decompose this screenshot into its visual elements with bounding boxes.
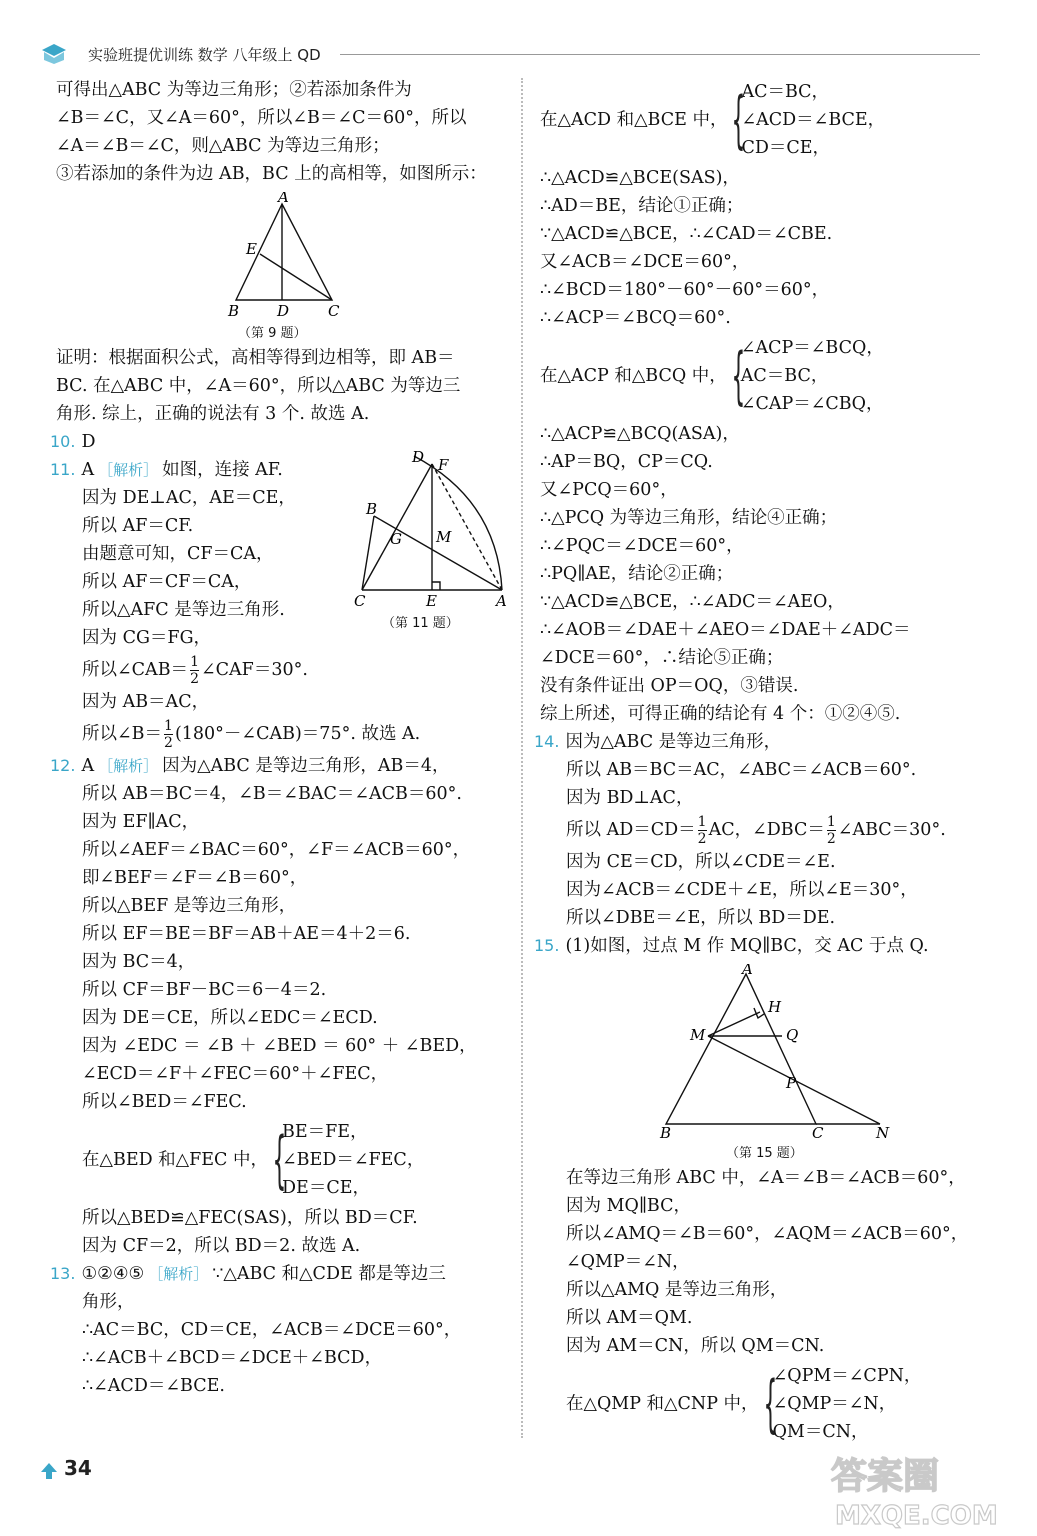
equation-system [56, 1118, 506, 1202]
system-line: QM＝CN， [772, 1422, 869, 1442]
text-line: ③若添加的条件为边 AB，BC 上的高相等，如图所示： [56, 164, 487, 184]
fraction [698, 814, 707, 847]
question-number: 15. [534, 936, 560, 955]
question-number: 12. [50, 756, 76, 775]
fraction-numerator: 1 [826, 814, 836, 830]
fig9-label: A [278, 192, 289, 206]
fig11-label: A [496, 592, 507, 610]
text-line: 可得出△ABC 为等边三角形；②若添加条件为 [56, 80, 412, 100]
fig15-label: C [812, 1124, 824, 1140]
text-fragment: (180°－∠CAB)＝75°. 故选 A. [174, 724, 421, 744]
figure-11-diagram [352, 450, 512, 610]
text-line: 所以△AMQ 是等边三角形， [566, 1280, 788, 1300]
text-line: 因为 DE＝CE，所以∠EDC＝∠ECD. [82, 1008, 378, 1028]
text-line: 因为 AB＝AC， [82, 692, 210, 712]
system-line: CD＝CE， [741, 138, 831, 158]
text-fragment: 所以 AD＝CD＝ [566, 820, 696, 840]
text-line: 综上所述，可得正确的结论有 4 个：①②④⑤. [540, 704, 901, 724]
text-line: ∴AD＝BE，结论①正确； [540, 196, 744, 216]
page-arrow-icon [40, 1462, 58, 1480]
text-line: 所以 AB＝BC＝AC，∠ABC＝∠ACB＝60°. [566, 760, 917, 780]
fraction [190, 654, 199, 687]
question-12 [50, 752, 506, 1260]
text-line: 因为 ∠EDC ＝ ∠B ＋ ∠BED ＝ 60° ＋ ∠BED， [82, 1036, 477, 1056]
question-14 [534, 728, 990, 932]
text-line: ∴AC＝BC，CD＝CE，∠ACB＝∠DCE＝60°， [82, 1320, 462, 1340]
text-line: 所以 CF＝BF－BC＝6－4＝2. [82, 980, 327, 1000]
column-divider [521, 78, 523, 1438]
text-line: 因为 CE＝CD，所以∠CDE＝∠E. [566, 852, 836, 872]
text-line: ∴∠ACB＋∠BCD＝∠DCE＋∠BCD， [82, 1348, 383, 1368]
system-line: ∠ACD＝∠BCE， [741, 110, 886, 130]
answer: ①②④⑤ [81, 1264, 145, 1284]
analysis-tag: ［解析］ [148, 1265, 209, 1283]
equation-system [540, 334, 990, 418]
question-15 [534, 932, 990, 1446]
text-line: 即∠BEF＝∠F＝∠B＝60°， [82, 868, 308, 888]
question-number: 13. [50, 1264, 76, 1283]
text-line: 证明：根据面积公式，高相等得到边相等，即 AB＝ [56, 348, 455, 368]
page-header [40, 40, 980, 70]
text-line: 因为∠ACB＝∠CDE＋∠E，所以∠E＝30°， [566, 880, 918, 900]
text-line: ∴∠ACP＝∠BCQ＝60°. [540, 308, 731, 328]
text-line: 因为 CF＝2，所以 BD＝2. 故选 A. [82, 1236, 361, 1256]
brace-icon: { [732, 83, 746, 156]
brace-icon: { [731, 339, 746, 412]
brace-icon: { [763, 1367, 777, 1440]
fraction-denominator: 2 [697, 831, 707, 847]
system-line: ∠BED＝∠FEC， [282, 1150, 425, 1170]
text-line: 所以∠AEF＝∠BAC＝60°，∠F＝∠ACB＝60°， [82, 840, 471, 860]
figure-11-caption: （第 11 题） [382, 616, 459, 631]
text-line: 因为 EF∥AC， [82, 812, 200, 832]
fig11-label: F [438, 456, 449, 474]
figure-9-caption: （第 9 题） [238, 326, 307, 341]
fig9-label: C [328, 302, 340, 320]
system-lead: 在△ACD 和△BCE 中， [540, 110, 728, 130]
text-line: 因为 MQ∥BC， [566, 1196, 691, 1216]
watermark-logo [825, 1448, 1015, 1532]
text-line: ∴AP＝BQ，CP＝CQ. [540, 452, 713, 472]
header-rule [340, 54, 980, 55]
text-line: ∴∠AOB＝∠DAE＋∠AEO＝∠DAE＋∠ADC＝ [540, 620, 911, 640]
fig11-label: D [412, 450, 425, 466]
text-line: 所以 AM＝QM. [566, 1308, 693, 1328]
text-line: ∴PQ∥AE，结论②正确； [540, 564, 734, 584]
text-line: 因为 BD⊥AC， [566, 788, 694, 808]
text-line: ∵△ACD≌△BCE，∴∠ADC＝∠AEO， [540, 592, 845, 612]
fraction-numerator: 1 [190, 654, 199, 670]
text-line [540, 812, 990, 848]
text-line: 如图，连接 AF. [162, 460, 283, 480]
system-lead: 在△BED 和△FEC 中， [82, 1150, 269, 1170]
text-line: 在等边三角形 ABC 中，∠A＝∠B＝∠ACB＝60°， [566, 1168, 966, 1188]
text-line: 所以 AF＝CF. [82, 516, 194, 536]
fig9-label: D [277, 302, 290, 320]
text-line: (1)如图，过点 M 作 MQ∥BC，交 AC 于点 Q. [565, 936, 929, 956]
text-line: ∵△ABC 和△CDE 都是等边三 [212, 1264, 446, 1284]
equation-system [540, 78, 990, 162]
fig15-label: Q [786, 1026, 799, 1044]
text-line: ∴∠PQC＝∠DCE＝60°， [540, 536, 744, 556]
text-line: 又∠ACB＝∠DCE＝60°， [540, 252, 750, 272]
text-line: 角形， [82, 1292, 135, 1312]
fraction-numerator: 1 [697, 814, 707, 830]
analysis-tag: ［解析］ [98, 461, 159, 479]
fig15-label: N [876, 1124, 890, 1140]
fig11-label: B [366, 500, 378, 518]
fig11-label: C [354, 592, 366, 610]
left-column [50, 76, 507, 1400]
text-line: 因为 BC＝4， [82, 952, 196, 972]
figure-9 [224, 192, 364, 340]
system-line: ∠CAP＝∠CBQ， [740, 394, 884, 414]
text-line: 所以 AB＝BC＝4，∠B＝∠BAC＝∠ACB＝60°. [82, 784, 462, 804]
system-line: AC＝BC， [741, 82, 830, 102]
text-line: ∠QMP＝∠N， [566, 1252, 690, 1272]
book-logo-icon [40, 42, 68, 66]
text-line: 因为 AM＝CN，所以 QM＝CN. [566, 1336, 825, 1356]
text-line: 角形. 综上，正确的说法有 3 个. 故选 A. [56, 404, 370, 424]
figure-15 [650, 964, 900, 1160]
text-line: 所以∠BED＝∠FEC. [82, 1092, 247, 1112]
text-line: 所以∠AMQ＝∠B＝60°，∠AQM＝∠ACB＝60°， [566, 1224, 969, 1244]
text-line: 因为△ABC 是等边三角形， [565, 732, 782, 752]
text-line: 由题意可知，CF＝CA， [82, 544, 274, 564]
analysis-tag: ［解析］ [98, 757, 159, 775]
fraction-denominator: 2 [190, 671, 199, 687]
answer: D [81, 432, 96, 452]
text-line: ∴△ACP≌△BCQ(ASA)， [540, 424, 740, 444]
text-line: 所以 EF＝BE＝BF＝AB＋AE＝4＋2＝6. [82, 924, 411, 944]
text-line: ∴△ACD≌△BCE(SAS)， [540, 168, 740, 188]
fig15-label: B [660, 1124, 672, 1140]
fraction [827, 814, 836, 847]
question-number: 11. [50, 460, 76, 479]
text-line: 又∠PCQ＝60°， [540, 480, 678, 500]
text-fragment: 所以∠CAB＝ [82, 660, 189, 680]
right-column [534, 76, 990, 1448]
fig15-label: M [690, 1026, 706, 1044]
answer: A [81, 756, 95, 776]
svg-text:答案圈: 答案圈 [831, 1456, 940, 1497]
system-line: ∠ACP＝∠BCQ， [740, 338, 884, 358]
fig15-label: P [786, 1074, 797, 1092]
figure-15-caption: （第 15 题） [726, 1146, 803, 1161]
system-line: ∠QPM＝∠CPN， [772, 1366, 922, 1386]
text-line: 所以△AFC 是等边三角形. [82, 600, 285, 620]
question-number: 14. [534, 732, 560, 751]
text-line [56, 652, 506, 688]
figure-9-diagram [224, 192, 364, 320]
text-fragment: ∠ABC＝30°. [837, 820, 946, 840]
text-line: 所以△BED≌△FEC(SAS)，所以 BD＝CF. [82, 1208, 418, 1228]
text-line: 因为△ABC 是等边三角形，AB＝4， [162, 756, 450, 776]
text-line: 所以∠DBE＝∠E，所以 BD＝DE. [566, 908, 836, 928]
brace-icon: { [272, 1123, 287, 1196]
text-line: ∵△ACD≌△BCE，∴∠CAD＝∠CBE. [540, 224, 833, 244]
question-13 [50, 1260, 506, 1400]
text-line: ∠A＝∠B＝∠C，则△ABC 为等边三角形； [56, 136, 390, 156]
text-line: ∴△PCQ 为等边三角形，结论④正确； [540, 508, 838, 528]
text-fragment: ∠CAF＝30°. [200, 660, 308, 680]
text-line: 所以 AF＝CF＝CA， [82, 572, 252, 592]
text-line [56, 716, 506, 752]
text-line: ∠B＝∠C，又∠A＝60°，所以∠B＝∠C＝60°，所以 [56, 108, 467, 128]
text-line: ∴∠ACD＝∠BCE. [82, 1376, 225, 1396]
figure-15-diagram [650, 964, 900, 1140]
text-fragment: AC，∠DBC＝ [708, 820, 825, 840]
figure-11 [352, 450, 512, 630]
text-line: 没有条件证出 OP＝OQ，③错误. [540, 676, 799, 696]
svg-text:MXQE.COM: MXQE.COM [835, 1501, 998, 1531]
header-title: 实验班提优训练 数学 八年级上 QD [88, 46, 321, 64]
answer: A [81, 460, 95, 480]
system-line: AC＝BC， [740, 366, 829, 386]
text-line: 所以△BEF 是等边三角形， [82, 896, 297, 916]
text-fragment: 所以∠B＝ [82, 724, 163, 744]
fig11-label: M [436, 528, 452, 546]
fig15-label: A [742, 964, 753, 978]
question-number: 10. [50, 432, 76, 451]
system-line: BE＝FE， [282, 1122, 368, 1142]
system-lead: 在△ACP 和△BCQ 中， [540, 366, 727, 386]
text-line: ∠DCE＝60°，∴结论⑤正确； [540, 648, 784, 668]
fig9-label: B [228, 302, 240, 320]
text-line: ∴∠BCD＝180°－60°－60°＝60°， [540, 280, 830, 300]
text-line: BC. 在△ABC 中，∠A＝60°，所以△ABC 为等边三 [56, 376, 461, 396]
text-line: ∠ECD＝∠F＋∠FEC＝60°＋∠FEC， [82, 1064, 389, 1084]
text-line: 因为 CG＝FG， [82, 628, 212, 648]
fig11-label: E [426, 592, 437, 610]
system-line: DE＝CE， [282, 1178, 370, 1198]
equation-system [540, 1362, 990, 1446]
fraction-denominator: 2 [826, 831, 836, 847]
fig9-label: E [246, 240, 257, 258]
system-lead: 在△QMP 和△CNP 中， [566, 1394, 759, 1414]
fig15-label: H [768, 998, 782, 1016]
system-line: ∠QMP＝∠N， [772, 1394, 897, 1414]
page-number: 34 [64, 1456, 92, 1480]
fraction-numerator: 1 [164, 718, 173, 734]
fraction [164, 718, 173, 751]
fraction-denominator: 2 [164, 735, 173, 751]
question-11 [50, 450, 507, 752]
text-line: 因为 DE⊥AC，AE＝CE， [82, 488, 296, 508]
fig11-label: G [390, 530, 402, 548]
